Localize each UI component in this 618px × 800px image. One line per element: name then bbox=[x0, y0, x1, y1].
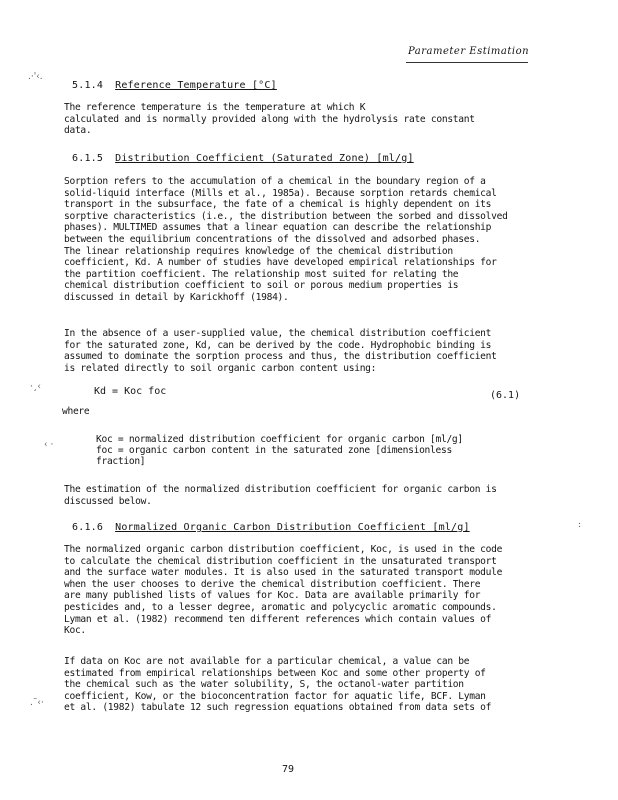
text-line: solid-liquid interface (Mills et al., 1985a). Because sorption retards chemical bbox=[64, 187, 497, 199]
text-line: assumed to dominate the sorption process and thus, the distribution coefficient bbox=[64, 351, 497, 363]
text-line: data. bbox=[64, 125, 92, 137]
definition-foc-cont: fraction] bbox=[96, 456, 146, 467]
text-line: phases). MULTIMED assumes that a linear equation can describe the relationship bbox=[64, 222, 492, 234]
text-line: coefficient, Kd. A number of studies have developed empirical relationships for bbox=[64, 257, 497, 269]
section-number: 6.1.5 bbox=[72, 153, 104, 164]
where-label bbox=[62, 406, 522, 418]
section-heading-5-1-4 bbox=[72, 80, 277, 91]
scan-speck: .·'‹. bbox=[28, 72, 43, 82]
paragraph-reference-temperature bbox=[64, 102, 524, 137]
definitions-list bbox=[96, 434, 526, 467]
equation-6-1: Kd = Koc foc bbox=[94, 386, 167, 397]
text-line: and the surface water modules. It is also used in the saturated transport module bbox=[64, 567, 503, 579]
equation-number: (6.1) bbox=[490, 390, 521, 401]
text-line: for the saturated zone, Kd, can be derived by the code. Hydrophobic binding is bbox=[64, 339, 492, 351]
scan-speck: ‹ · bbox=[44, 440, 54, 450]
section-title: Reference Temperature [°C] bbox=[115, 80, 277, 91]
paragraph-normalized-koc bbox=[64, 544, 524, 637]
definition-foc: foc = organic carbon content in the saturated zone [dimensionless bbox=[96, 445, 452, 456]
section-number: 6.1.6 bbox=[72, 522, 104, 533]
text-line: calculated and is normally provided along with the hydrolysis rate constant bbox=[64, 113, 475, 125]
text-line: are many published lists of values for Koc. Data are available primarily for bbox=[64, 590, 481, 602]
text-line: when the user chooses to derive the chemical distribution coefficient. There bbox=[64, 578, 481, 590]
text-line: sorptive characteristics (i.e., the distribution between the sorbed and dissolved bbox=[64, 210, 508, 222]
text-line: chemical distribution coefficient to soil or porous medium properties is bbox=[64, 280, 459, 292]
text-line: the chemical such as the water solubility, S, the octanol-water partition bbox=[64, 679, 464, 691]
section-number: 5.1.4 bbox=[72, 80, 104, 91]
text-line: Koc. bbox=[64, 625, 86, 637]
text-line: coefficient, Kow, or the bioconcentration factor for aquatic life, BCF. Lyman bbox=[64, 690, 486, 702]
text-line: In the absence of a user-supplied value, the chemical distribution coefficient bbox=[64, 328, 492, 339]
paragraph-empirical bbox=[64, 656, 524, 714]
text-line: estimated from empirical relationships between Koc and some other property of bbox=[64, 667, 486, 679]
text-line: to calculate the chemical distribution coefficient in the unsaturated transport bbox=[64, 555, 497, 567]
text-line: where bbox=[62, 406, 90, 417]
section-title: Normalized Organic Carbon Distribution Coefficient [ml/g] bbox=[115, 522, 470, 533]
section-heading-6-1-5 bbox=[72, 153, 414, 164]
text-line: transport in the subsurface, the fate of a chemical is highly dependent on its bbox=[64, 199, 492, 211]
header-rule bbox=[406, 62, 528, 63]
text-line: is related directly to soil organic carbon content using: bbox=[64, 362, 377, 374]
scan-speck: .˜‹· bbox=[30, 698, 44, 708]
section-heading-6-1-6 bbox=[72, 522, 470, 533]
text-line: If data on Koc are not available for a particular chemical, a value can be bbox=[64, 656, 470, 667]
text-line: between the equilibrium concentrations of the dissolved and adsorbed phases. bbox=[64, 233, 481, 245]
text-line: Lyman et al. (1982) recommend ten different references which contain values of bbox=[64, 613, 492, 625]
text-line: The normalized organic carbon distribution coefficient, Koc, is used in the code bbox=[64, 544, 503, 555]
section-title: Distribution Coefficient (Saturated Zone) [ml/g] bbox=[115, 153, 414, 164]
text-line: discussed in detail by Karickhoff (1984). bbox=[64, 291, 289, 303]
text-line: The estimation of the normalized distribution coefficient for organic carbon is bbox=[64, 484, 497, 495]
text-line: et al. (1982) tabulate 12 such regression equations obtained from data sets of bbox=[64, 702, 492, 714]
definition-koc: Koc = normalized distribution coefficient for organic carbon [ml/g] bbox=[96, 434, 463, 445]
text-line: The linear relationship requires knowledge of the chemical distribution bbox=[64, 245, 453, 257]
page-number: 79 bbox=[282, 764, 295, 775]
text-line: Sorption refers to the accumulation of a chemical in the boundary region of a bbox=[64, 176, 486, 187]
text-line: the partition coefficient. The relationship most suited for relating the bbox=[64, 268, 459, 280]
paragraph-saturated-zone bbox=[64, 328, 524, 374]
text-line: discussed below. bbox=[64, 495, 152, 507]
scan-speck: : bbox=[578, 520, 582, 530]
text-line: pesticides and, to a lesser degree, aromatic and polycyclic aromatic compounds. bbox=[64, 601, 497, 613]
running-header: Parameter Estimation bbox=[408, 46, 530, 57]
text-line: The reference temperature is the temperature at which K bbox=[64, 102, 366, 113]
paragraph-sorption bbox=[64, 176, 524, 304]
scan-speck: ·¸‹ bbox=[30, 382, 41, 392]
paragraph-estimation bbox=[64, 484, 524, 507]
